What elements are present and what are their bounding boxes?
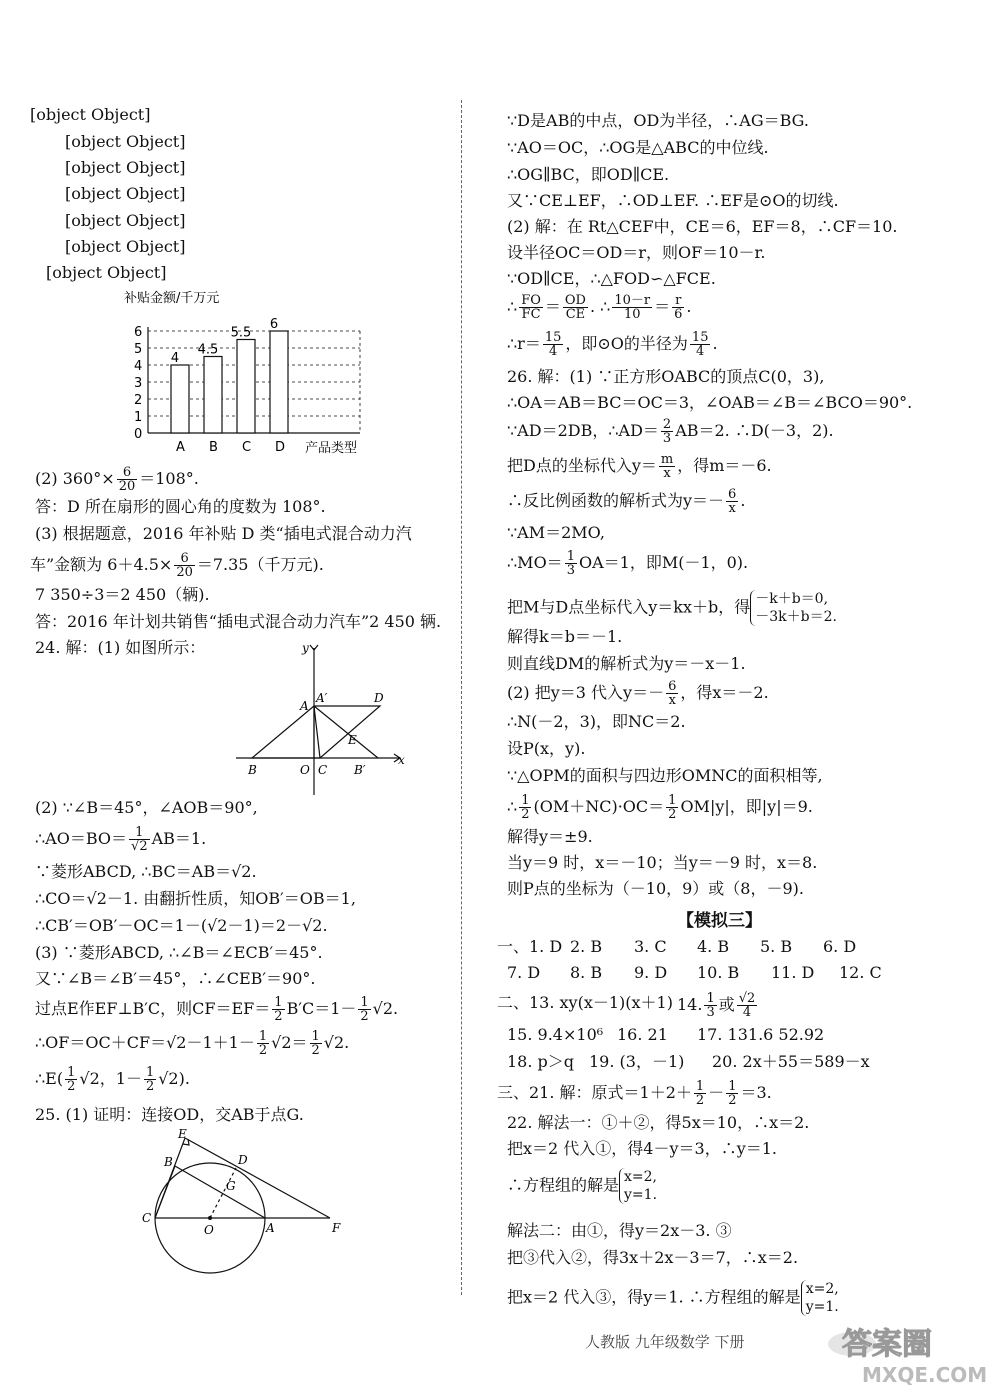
bar-value-label: 4 [170, 351, 180, 366]
section-title: 【模拟三】 [677, 911, 762, 931]
label-E: E [348, 733, 357, 747]
line: 答：2016 年计划共销售“插电式混合动力汽车”2 450 辆. [35, 612, 442, 631]
fraction [672, 294, 684, 321]
line: ∴CB′＝OB′－OC＝1－(√2－1)＝2－√2. [35, 916, 328, 935]
fraction [563, 294, 588, 321]
label-C: C [142, 1211, 152, 1225]
line: [object Object] [30, 105, 151, 124]
numerator: 1 [566, 549, 575, 564]
text: ∴MO＝ [507, 553, 563, 572]
x-tick-label: A [176, 440, 185, 455]
equation-system [750, 590, 837, 626]
denominator: 4 [742, 1005, 752, 1020]
line: [object Object] [65, 237, 186, 256]
line: 26. 解：(1) ∵正方形OABC的顶点C(0，3), [507, 367, 825, 386]
line: ∵菱形ABCD, ∴BC＝AB＝√2. [35, 862, 257, 881]
x-tick-label: D [275, 440, 286, 455]
line [497, 1080, 772, 1107]
fraction-half [310, 1030, 322, 1057]
text: AB＝1. [151, 829, 207, 848]
fraction [519, 294, 543, 321]
text: (2) 把y＝3 代入y＝－ [507, 683, 665, 702]
text: ∴OF＝OC＋CF＝√2－1＋1－ [35, 1033, 255, 1052]
line: ∵△OPM的面积与四边形OMNC的面积相等, [507, 766, 823, 785]
answer: 2. B [570, 937, 603, 956]
denominator: 20 [118, 479, 136, 494]
denominator: 4 [696, 344, 705, 359]
bar-chart [120, 288, 370, 458]
text: 过点E作EF⊥B′C，则CF＝EF＝ [35, 999, 271, 1018]
line: ∵D是AB的中点，OD为半径，∴AG＝BG. [507, 111, 809, 130]
line: ∵AM＝2MO, [507, 523, 605, 542]
label-A: A [266, 1221, 275, 1235]
numerator: 6 [117, 466, 138, 480]
denominator: 2 [360, 1009, 369, 1024]
text: － [708, 1083, 725, 1102]
fraction-half [694, 1080, 706, 1107]
equation: x=2, [624, 1169, 657, 1185]
chart-xlabel: 产品类型 [305, 441, 358, 456]
answer: 17. 131.6 52.92 [697, 1025, 825, 1044]
answer: 20. 2x＋55＝589－x [712, 1052, 870, 1071]
line [507, 453, 772, 480]
fraction [726, 488, 738, 515]
text: 14. [677, 995, 703, 1014]
numerator: 1 [521, 793, 530, 808]
line: (3) 根据题意，2016 年补贴 D 类“插电式混合动力汽 [35, 524, 412, 543]
label-O: O [300, 763, 310, 777]
numerator: 2 [662, 417, 672, 432]
denominator: 2 [258, 1043, 268, 1058]
denominator: CE [565, 307, 586, 322]
text: . [686, 297, 692, 316]
line: 则直线DM的解析式为y＝－x－1. [507, 654, 746, 673]
line: [object Object] [46, 263, 167, 282]
bar-value-label: 5.5 [230, 325, 252, 341]
denominator: x [668, 693, 676, 708]
text: . [712, 334, 718, 353]
denominator: 3 [566, 563, 575, 578]
line [507, 794, 813, 821]
numerator: 6 [174, 552, 195, 566]
numerator: 1 [129, 826, 150, 840]
line [507, 550, 748, 577]
answer: 7. D [507, 963, 541, 982]
line: 把x＝2 代入①，得4－y＝3，∴y＝1. [507, 1139, 777, 1158]
bar [270, 331, 288, 433]
fraction [666, 680, 678, 707]
text: √2＝ [271, 1033, 308, 1052]
numerator: 1 [274, 995, 283, 1010]
denominator: 4 [548, 344, 558, 359]
line: [object Object] [65, 184, 186, 203]
answer: 15. 9.4×10⁶ [507, 1025, 604, 1044]
bar [171, 365, 189, 433]
line: 当y＝9 时，x＝－10；当y＝－9 时，x＝8. [507, 853, 818, 872]
numerator: 1 [145, 1065, 155, 1080]
denominator: FC [521, 307, 541, 322]
y-tick-label: 5 [134, 342, 143, 357]
denominator: 2 [521, 807, 530, 822]
text: √2，1－ [79, 1069, 142, 1088]
fraction [519, 794, 531, 821]
line [507, 331, 718, 358]
text: B′C＝1－ [286, 999, 357, 1018]
line: 解法二：由①，得y＝2x－3. ③ [507, 1221, 732, 1240]
text: ∴r＝ [507, 334, 541, 353]
answer: 10. B [697, 963, 740, 982]
line: ∵OD∥CE，∴△FOD∽△FCE. [507, 269, 716, 288]
numerator: OD [564, 293, 586, 308]
denominator: 2 [668, 807, 677, 822]
numerator: 1 [258, 1029, 268, 1044]
fraction-half [358, 996, 370, 1023]
text: ，得x＝－2. [680, 683, 769, 702]
text: ∴E( [35, 1069, 64, 1088]
line: ∴CO＝√2－1. 由翻折性质，知OB′＝OB＝1, [35, 889, 356, 908]
line: 22. 解法一：①＋②，得5x＝10，∴x＝2. [507, 1113, 810, 1132]
text: (OM＋NC)·OC＝ [533, 797, 665, 816]
solution-system [619, 1168, 657, 1204]
text: ＝ [544, 297, 561, 316]
label-G: G [226, 1179, 236, 1193]
text: ＝7.35（千万元). [196, 555, 324, 574]
line: [object Object] [65, 158, 186, 177]
numerator: 10－r [614, 293, 651, 308]
answer [677, 992, 759, 1019]
text: √2). [158, 1069, 190, 1088]
numerator: FO [521, 293, 541, 308]
line: [object Object] [65, 211, 186, 230]
denominator: 2 [695, 1093, 705, 1108]
fraction-half [65, 1066, 77, 1093]
answer: 5. B [760, 937, 793, 956]
denominator: 10 [623, 307, 641, 322]
denominator: 2 [728, 1093, 737, 1108]
numerator: 6 [668, 679, 677, 694]
fraction [117, 466, 138, 493]
denominator: 6 [674, 307, 683, 322]
line: ∴OG∥BC，即OD∥CE. [507, 165, 670, 184]
text: (2) 360°× [35, 469, 115, 488]
numerator: 1 [360, 995, 369, 1010]
line: 又∵CE⊥EF，∴OD⊥EF. ∴EF是⊙O的切线. [507, 191, 839, 210]
fraction [543, 331, 564, 358]
label-Bprime: B′ [354, 763, 366, 777]
denominator: 2 [274, 1009, 283, 1024]
text: 或 [718, 995, 735, 1014]
line [30, 552, 324, 579]
fraction-half [726, 1080, 738, 1107]
line: 25. (1) 证明：连接OD，交AB于点G. [35, 1105, 304, 1124]
text: √2. [372, 999, 399, 1018]
figure-25 [140, 1128, 365, 1278]
numerator: 6 [728, 487, 737, 502]
figure-24 [230, 640, 410, 800]
line: 解得k＝b＝－1. [507, 627, 623, 646]
answer: 11. D [771, 963, 815, 982]
answer: 二、13. xy(x－1)(x＋1) [497, 993, 673, 1012]
text: ＝3. [740, 1083, 772, 1102]
text: 把x＝2 代入③，得y＝1. ∴方程组的解是 [507, 1287, 801, 1307]
answer: 4. B [697, 937, 730, 956]
denominator: 2 [145, 1079, 155, 1094]
line: 设P(x，y). [507, 739, 586, 758]
line: 把③代入②，得3x＋2x－3＝7，∴x＝2. [507, 1248, 799, 1267]
watermark-logo [812, 1316, 992, 1388]
denominator: x [728, 501, 736, 516]
line [507, 590, 837, 626]
text: ∴ [507, 297, 518, 316]
equation: －k＋b＝0, [755, 591, 829, 607]
fraction [690, 331, 711, 358]
line [35, 996, 398, 1023]
label-F: F [332, 1221, 341, 1235]
text: OM|y|，即|y|＝9. [680, 797, 813, 816]
y-tick-label: 1 [134, 410, 143, 425]
page-footer: 人教版 九年级数学 下册 [585, 1333, 745, 1351]
equation: y=1. [805, 1299, 839, 1315]
solution-system [801, 1280, 839, 1316]
fraction [612, 294, 652, 321]
answer: 9. D [634, 963, 668, 982]
numerator: r [672, 294, 684, 308]
fraction-half [144, 1066, 156, 1093]
watermark-text: 答案圈 [842, 1327, 932, 1362]
denominator: 20 [176, 565, 193, 580]
line [35, 1030, 349, 1057]
y-tick-label: 4 [134, 359, 143, 374]
y-tick-label: 2 [134, 393, 143, 408]
numerator: 1 [695, 1079, 705, 1094]
numerator: 1 [67, 1065, 76, 1080]
fraction [666, 794, 678, 821]
answer: 12. C [839, 963, 882, 982]
text: √2. [323, 1033, 350, 1052]
text: . [740, 491, 746, 510]
label-y: y [302, 641, 309, 655]
numerator: 1 [668, 793, 677, 808]
equation: x=2, [805, 1281, 839, 1297]
line: (2) 解：在 Rt△CEF中，CE＝6，EF＝8，∴CF＝10. [507, 217, 898, 236]
fraction [565, 550, 577, 577]
bar [204, 357, 222, 434]
line [507, 680, 769, 707]
numerator: 15 [544, 330, 562, 345]
text: ∴方程组的解是 [507, 1175, 620, 1195]
column-divider [461, 100, 462, 1295]
answer: 6. D [823, 937, 857, 956]
text: OA＝1，即M(－1，0). [578, 553, 749, 572]
label-B: B [248, 763, 257, 777]
fraction [174, 552, 195, 579]
text: ＝ [654, 297, 671, 316]
answer: 8. B [570, 963, 603, 982]
numerator: 1 [728, 1079, 737, 1094]
line: [object Object] [65, 132, 186, 151]
text: ，得m＝－6. [677, 456, 772, 475]
line: 则P点的坐标为（－10，9）或（8，－9). [507, 879, 804, 898]
answer: 18. p＞q [507, 1052, 575, 1071]
text: AB＝2. ∴D(－3，2). [675, 421, 834, 440]
line: (3) ∵菱形ABCD, ∴∠B＝∠ECB′＝45°. [35, 943, 323, 962]
numerator: 15 [691, 330, 709, 345]
line [507, 294, 692, 321]
answer: 16. 21 [617, 1025, 668, 1044]
line [35, 466, 199, 493]
denominator: x [663, 466, 671, 481]
text: ∴ [507, 797, 518, 816]
text: ∵AD＝2DB，∴AD＝ [507, 421, 659, 440]
fraction [659, 453, 675, 480]
fraction [704, 992, 716, 1019]
label-D: D [374, 691, 384, 705]
denominator: 3 [706, 1005, 715, 1020]
chart-title: 补贴金额/千万元 [124, 291, 220, 306]
bar-value-label: 6 [269, 317, 279, 332]
bar-value-label: 4.5 [197, 342, 219, 358]
fraction [661, 418, 673, 445]
line [507, 1280, 839, 1316]
label-O: O [204, 1223, 214, 1237]
label-D: D [238, 1153, 248, 1167]
line [507, 418, 834, 445]
line: ∴OA＝AB＝BC＝OC＝3，∠OAB＝∠B＝∠BCO＝90°. [507, 393, 913, 412]
answer: 一、1. D [497, 937, 563, 956]
denominator: √2 [131, 839, 148, 854]
label-B: B [164, 1155, 173, 1169]
fraction-half [257, 1030, 269, 1057]
label-Aprime: A′ [316, 691, 328, 705]
answer: 19. (3，－1) [589, 1052, 685, 1071]
x-tick-label: B [209, 440, 218, 455]
fraction-half [272, 996, 284, 1023]
fraction [129, 826, 150, 853]
fraction [737, 992, 758, 1019]
bar [237, 340, 255, 434]
label-A: A [300, 699, 309, 713]
text: . ∴ [589, 297, 611, 316]
numerator: m [660, 452, 674, 467]
line: 7 350÷3＝2 450（辆). [35, 585, 210, 604]
line [35, 1066, 190, 1093]
denominator: 3 [662, 431, 672, 446]
line: 又∵∠B＝∠B′＝45°，∴∠CEB′＝90°. [35, 969, 316, 988]
text: ，即⊙O的半径为 [565, 334, 688, 353]
line: ∴N(－2，3)，即NC＝2. [507, 712, 686, 731]
answer: 3. C [634, 937, 667, 956]
y-tick-label: 6 [134, 325, 143, 340]
text: ∴AO＝BO＝ [35, 829, 128, 848]
text: ∴反比例函数的解析式为y＝－ [507, 491, 725, 510]
equation: y=1. [624, 1187, 658, 1203]
numerator: √2 [738, 991, 756, 1006]
line: 24. 解：(1) 如图所示： [35, 638, 206, 657]
y-tick-label: 0 [134, 427, 143, 442]
y-tick-label: 3 [134, 376, 143, 391]
line: (2) ∵∠B＝45°，∠AOB＝90°, [35, 798, 258, 817]
numerator: 1 [311, 1029, 320, 1044]
denominator: 2 [67, 1079, 76, 1094]
line [507, 1168, 657, 1204]
text: 车”金额为 6＋4.5× [30, 555, 173, 574]
line: 解得y＝±9. [507, 827, 593, 846]
x-tick-label: C [242, 440, 252, 455]
line: 答：D 所在扇形的圆心角的度数为 108°. [35, 497, 326, 516]
line [507, 488, 745, 515]
denominator: 2 [311, 1043, 320, 1058]
text: ＝108°. [139, 469, 199, 488]
watermark-url: MXQE.COM [862, 1363, 988, 1387]
line [35, 826, 206, 853]
numerator: 1 [706, 991, 715, 1006]
equation: －3k＋b＝2. [755, 609, 837, 625]
label-x: x [398, 753, 405, 767]
text: 把M与D点坐标代入y＝kx＋b，得 [507, 597, 751, 617]
label-E: E [178, 1128, 187, 1141]
text: 把D点的坐标代入y＝ [507, 456, 657, 475]
label-C: C [318, 763, 328, 777]
line: ∵AO＝OC，∴OG是△ABC的中位线. [507, 138, 769, 157]
text: 三、21. 解：原式＝1＋2＋ [497, 1083, 692, 1102]
line: 设半径OC＝OD＝r，则OF＝10－r. [507, 243, 766, 262]
